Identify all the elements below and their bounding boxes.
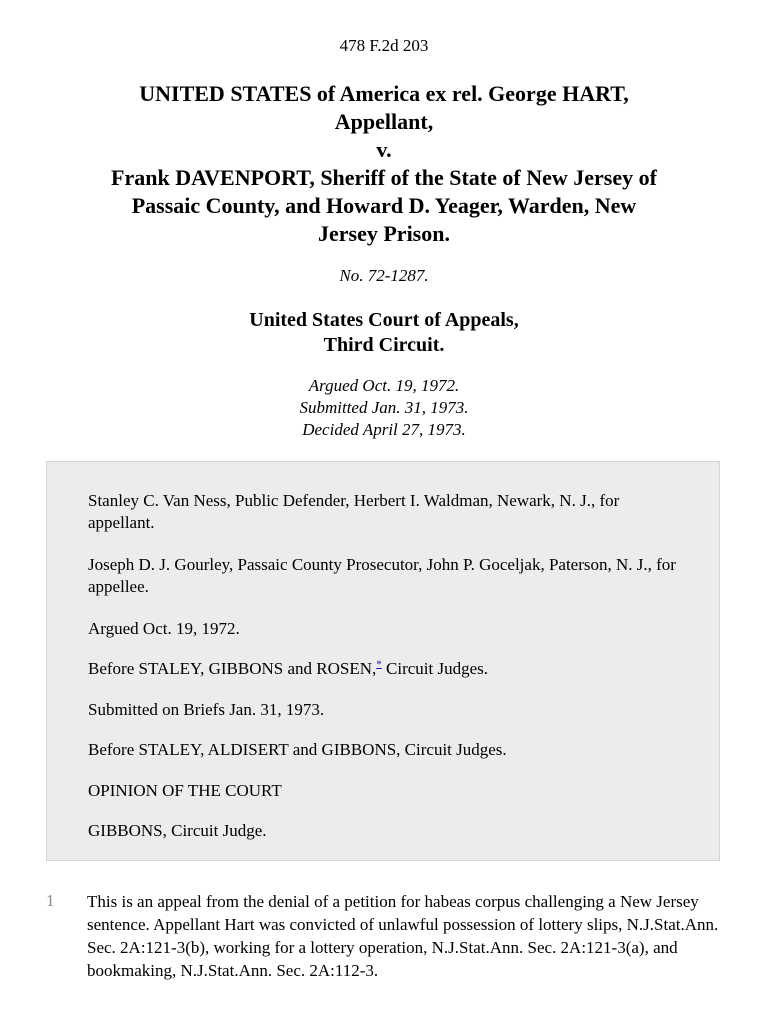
caption-line-role: Appellant, [334,109,434,134]
docket-number: No. 72-1287. [339,266,429,285]
date-argued: Argued Oct. 19, 1972. [308,376,460,395]
opinion-author: GIBBONS, Circuit Judge. [88,821,267,840]
court-name-line-1: United States Court of Appeals, [249,309,519,331]
case-dates [0,375,768,441]
footnote-link[interactable]: * [376,658,382,671]
case-citation: 478 F.2d 203 [339,36,429,55]
caption-line-defendant-1: Frank DAVENPORT, Sheriff of the State of New Jersey of [111,165,657,190]
caption-line-defendant-2: Passaic County, and Howard D. Yeager, Warden, New [131,193,637,218]
court-name [0,308,768,358]
case-summary-box [46,461,720,861]
case-caption [60,80,708,248]
caption-line-versus: v. [376,137,392,162]
caption-line-plaintiff: UNITED STATES of America ex rel. George HART, [139,81,629,106]
caption-line-defendant-3: Jersey Prison. [318,221,450,246]
appellant-counsel: Stanley C. Van Ness, Public Defender, Herbert I. Waldman, Newark, N. J., for appellant. [88,491,620,532]
date-decided: Decided April 27, 1973. [302,420,466,439]
paragraph-text: This is an appeal from the denial of a petition for habeas corpus challenging a New Jersey sentence. Appellant Hart was convicted of unlawful possession of lottery slips, N.J.Stat.Ann. Sec. 2A:121-3(b), working for a lottery operation, N.J.Stat.Ann. Sec. 2A:121-3(a), and bookmaking, N.J.Stat.Ann. Sec. 2A:112-3. [87,892,719,980]
panel-one-judges: Before STALEY, GIBBONS and ROSEN, [88,659,377,678]
date-submitted: Submitted Jan. 31, 1973. [299,398,469,417]
paragraph-number: 1 [46,891,55,910]
appellee-counsel: Joseph D. J. Gourley, Passaic County Prosecutor, John P. Goceljak, Paterson, N. J., for appellee. [88,555,676,596]
panel-one-suffix: Circuit Judges. [381,659,489,678]
opinion-heading: OPINION OF THE COURT [88,781,282,800]
argued-note: Argued Oct. 19, 1972. [88,619,240,638]
submitted-note: Submitted on Briefs Jan. 31, 1973. [88,700,325,719]
panel-one [88,658,678,680]
panel-two: Before STALEY, ALDISERT and GIBBONS, Circuit Judges. [88,740,507,759]
court-name-line-2: Third Circuit. [323,334,445,356]
